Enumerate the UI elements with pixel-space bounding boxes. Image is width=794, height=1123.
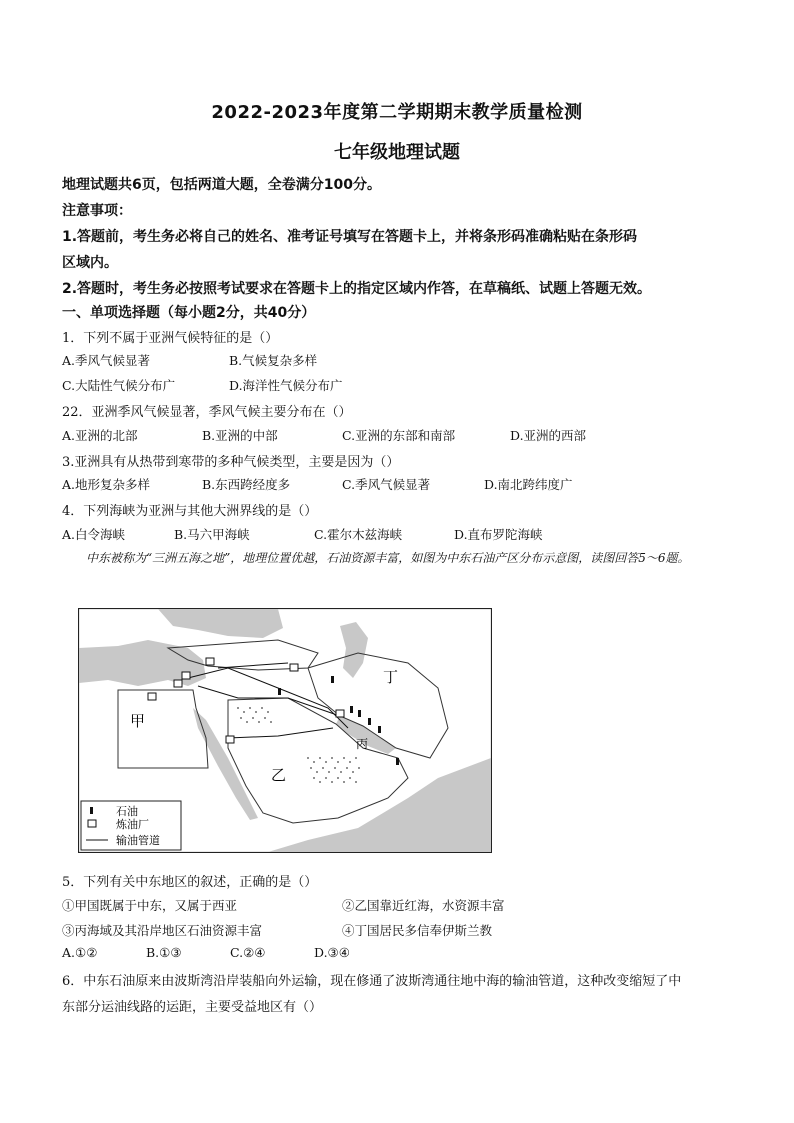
legend-oil-label: 石油 xyxy=(116,805,138,818)
q4-option-d: D.直布罗陀海峡 xyxy=(454,527,543,542)
q3-option-b: B.东西跨经度多 xyxy=(202,477,291,492)
q3-stem: 3.亚洲具有从热带到寒带的多种气候类型，主要是因为（） xyxy=(62,455,400,470)
exam-title: 2022-2023年度第二学期期末教学质量检测 xyxy=(211,102,583,123)
exam-subtitle: 七年级地理试题 xyxy=(334,142,460,163)
q5-statement-3: ③丙海域及其沿岸地区石油资源丰富 xyxy=(62,923,263,938)
q2-option-c: C.亚洲的东部和南部 xyxy=(342,428,456,443)
legend-oil-symbol xyxy=(90,807,93,814)
label-jia: 甲 xyxy=(130,712,146,730)
q2-stem: 22．亚洲季风气候显著，季风气候主要分布在（） xyxy=(62,405,352,420)
q4-option-c: C.霍尔木兹海峡 xyxy=(314,527,403,542)
passage-text: 中东被称为“三洲五海之地”，地理位置优越，石油资源丰富，如图为中东石油产区分布示意图，读图回答5～6题。 xyxy=(86,551,690,565)
q3-option-d: D.南北跨纬度广 xyxy=(484,477,573,492)
q1-option-c: C.大陆性气候分布广 xyxy=(62,378,176,393)
notice-title: 注意事项： xyxy=(62,203,132,219)
q1-option-b: B.气候复杂多样 xyxy=(229,353,318,368)
label-bing: 丙 xyxy=(356,737,369,751)
label-yi: 乙 xyxy=(271,766,287,784)
notice-1a: 1.答题前，考生务必将自己的姓名、准考证号填写在答题卡上，并将条形码准确粘贴在条形码 xyxy=(62,229,638,245)
q5-option-a: A.①② xyxy=(62,945,98,960)
q1-option-d: D.海洋性气候分布广 xyxy=(229,378,343,393)
legend-pipeline-label: 输油管道 xyxy=(116,834,160,847)
q5-statement-2: ②乙国靠近红海，水资源丰富 xyxy=(342,898,505,913)
q5-statement-4: ④丁国居民多信奉伊斯兰教 xyxy=(342,923,493,938)
notice-1b: 区域内。 xyxy=(62,255,118,271)
q5-stem: 5．下列有关中东地区的叙述，正确的是（） xyxy=(62,875,318,890)
legend-refinery-label: 炼油厂 xyxy=(116,818,149,831)
q5-option-c: C.②④ xyxy=(230,945,266,960)
q2-option-d: D.亚洲的西部 xyxy=(510,428,587,443)
q5-option-b: B.①③ xyxy=(146,945,182,960)
exam-intro: 地理试题共6页，包括两道大题，全卷满分100分。 xyxy=(62,177,381,193)
q2-option-a: A.亚洲的北部 xyxy=(62,428,138,443)
q3-option-a: A.地形复杂多样 xyxy=(62,477,151,492)
q1-stem: 1．下列不属于亚洲气候特征的是（） xyxy=(62,331,279,346)
q6-stem-line2: 东部分运油线路的运距，主要受益地区有（） xyxy=(62,1000,323,1015)
q6-stem-line1: 6．中东石油原来由波斯湾沿岸装船向外运输，现在修通了波斯湾通往地中海的输油管道，这种改变缩短了中 xyxy=(62,974,682,989)
q3-option-c: C.季风气候显著 xyxy=(342,477,431,492)
middle-east-oil-map xyxy=(78,608,492,853)
q4-option-b: B.马六甲海峡 xyxy=(174,527,250,542)
q1-option-a: A.季风气候显著 xyxy=(62,353,151,368)
q5-option-d: D.③④ xyxy=(314,945,350,960)
label-ding: 丁 xyxy=(383,668,399,686)
section-heading: 一、单项选择题（每小题2分，共40分） xyxy=(62,305,316,321)
q4-stem: 4．下列海峡为亚洲与其他大洲界线的是（） xyxy=(62,504,318,519)
map-legend xyxy=(81,801,181,850)
q2-option-b: B.亚洲的中部 xyxy=(202,428,278,443)
q4-option-a: A.白令海峡 xyxy=(62,527,126,542)
legend-refinery-symbol xyxy=(88,820,96,827)
notice-2: 2.答题时，考生务必按照考试要求在答题卡上的指定区域内作答，在草稿纸、试题上答题无效。 xyxy=(62,281,652,297)
q5-statement-1: ①甲国既属于中东，又属于西亚 xyxy=(62,898,238,913)
